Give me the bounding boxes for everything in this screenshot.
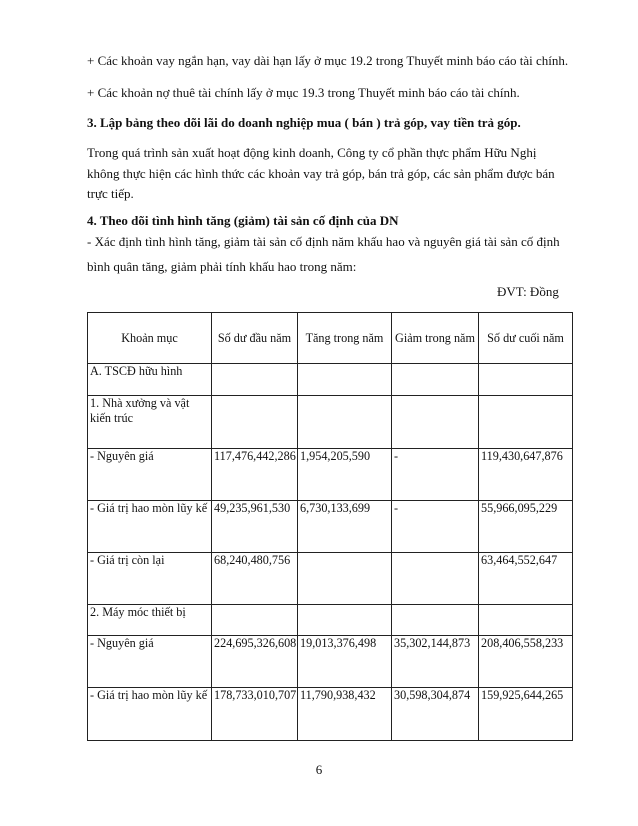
paragraph-finance-lease: + Các khoản nợ thuê tài chính lấy ở mục 19.3 trong Thuyết minh báo cáo tài chính.: [87, 85, 520, 100]
cell-end: 159,925,644,265: [479, 688, 573, 741]
cell-begin: 224,695,326,608: [212, 636, 298, 688]
cell-end: [479, 396, 573, 449]
cell-increase: [298, 396, 392, 449]
paragraph-section-4-line-2: bình quân tăng, giảm phải tính khấu hao trong năm:: [87, 259, 357, 274]
paragraph-section-4-line-1: - Xác định tình hình tăng, giảm tài sản cố định năm khấu hao và nguyên giá tài sản cố định: [87, 234, 560, 249]
table-row: [88, 553, 573, 605]
cell-decrease: [392, 364, 479, 396]
cell-increase: [298, 553, 392, 605]
cell-begin: [212, 396, 298, 449]
cell-end: 63,464,552,647: [479, 553, 573, 605]
row-label: 2. Máy móc thiết bị: [88, 605, 212, 636]
cell-increase: 11,790,938,432: [298, 688, 392, 741]
table-row: [88, 396, 573, 449]
column-header-increase: Tăng trong năm: [298, 313, 392, 364]
row-label: - Giá trị còn lại: [88, 553, 212, 605]
cell-decrease: -: [392, 501, 479, 553]
table-row: [88, 364, 573, 396]
row-label: 1. Nhà xưởng và vật kiến trúc: [88, 396, 212, 449]
cell-end: 119,430,647,876: [479, 449, 573, 501]
row-label: A. TSCĐ hữu hình: [88, 364, 212, 396]
cell-begin: [212, 605, 298, 636]
table-header-row: [88, 313, 573, 364]
fixed-assets-table: [87, 312, 573, 741]
table-row: [88, 449, 573, 501]
cell-increase: 19,013,376,498: [298, 636, 392, 688]
row-label: - Nguyên giá: [88, 449, 212, 501]
cell-end: [479, 364, 573, 396]
cell-begin: 49,235,961,530: [212, 501, 298, 553]
currency-unit-label: ĐVT: Đồng: [497, 284, 559, 299]
cell-decrease: 30,598,304,874: [392, 688, 479, 741]
page-number: 6: [315, 762, 323, 777]
cell-end: 55,966,095,229: [479, 501, 573, 553]
row-label: - Giá trị hao mòn lũy kế: [88, 501, 212, 553]
paragraph-short-term-loans: + Các khoản vay ngắn hạn, vay dài hạn lấy ở mục 19.2 trong Thuyết minh báo cáo tài chính.: [87, 53, 569, 68]
paragraph-section-3-line-3: trực tiếp.: [87, 186, 134, 201]
heading-section-4: 4. Theo dõi tình hình tăng (giảm) tài sản cố định của DN: [87, 213, 399, 228]
row-label: - Nguyên giá: [88, 636, 212, 688]
table-row: [88, 688, 573, 741]
column-header-begin-balance: Số dư đầu năm: [212, 313, 298, 364]
row-label: - Giá trị hao mòn lũy kế: [88, 688, 212, 741]
column-header-item: Khoản mục: [88, 313, 212, 364]
table-row: [88, 605, 573, 636]
cell-decrease: [392, 553, 479, 605]
cell-decrease: [392, 396, 479, 449]
paragraph-section-3-line-1: Trong quá trình sản xuất hoạt động kinh doanh, Công ty cổ phần thực phẩm Hữu Nghị: [87, 145, 537, 160]
column-header-end-balance: Số dư cuối năm: [479, 313, 573, 364]
cell-increase: [298, 605, 392, 636]
cell-increase: 1,954,205,590: [298, 449, 392, 501]
cell-begin: [212, 364, 298, 396]
cell-begin: 117,476,442,286: [212, 449, 298, 501]
table-row: [88, 501, 573, 553]
cell-end: [479, 605, 573, 636]
cell-end: 208,406,558,233: [479, 636, 573, 688]
column-header-decrease: Giảm trong năm: [392, 313, 479, 364]
heading-section-3: 3. Lập bảng theo dõi lãi do doanh nghiệp mua ( bán ) trả góp, vay tiền trả góp.: [87, 115, 521, 130]
cell-decrease: [392, 605, 479, 636]
cell-increase: 6,730,133,699: [298, 501, 392, 553]
cell-begin: 68,240,480,756: [212, 553, 298, 605]
table-row: [88, 636, 573, 688]
cell-increase: [298, 364, 392, 396]
cell-begin: 178,733,010,707: [212, 688, 298, 741]
cell-decrease: 35,302,144,873: [392, 636, 479, 688]
cell-decrease: -: [392, 449, 479, 501]
paragraph-section-3-line-2: không thực hiện các hình thức các khoản vay trả góp, bán trả góp, các sản phẩm được bán: [87, 166, 555, 181]
